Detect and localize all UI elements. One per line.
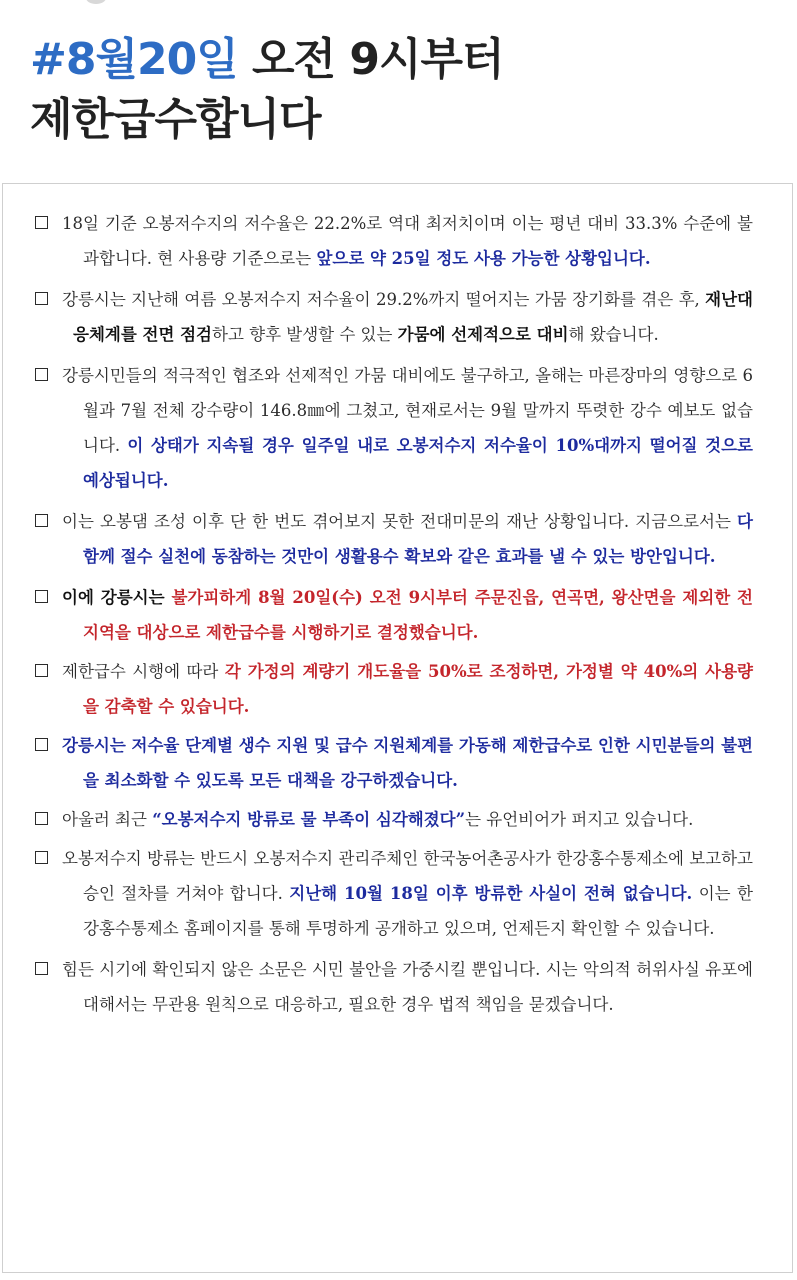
paragraph-text-blue: 지난해 10월 18일 이후 방류한 사실이 전혀 없습니다.: [289, 884, 693, 903]
paragraph-text-bold: 이에 강릉시는: [62, 588, 172, 607]
paragraph-text-plain: 강릉시민들의 적극적인 협조와 선제적인 가뭄 대비에도 불구하고, 올해는 마른장마의 영향으로 6월과 7월 전체 강수량이 146.8㎜에 그쳤고, 현재로서는 9월 말까지 뚜렷한 강수 예보도 없습니다.: [62, 366, 753, 455]
bullet-paragraph: [35, 358, 753, 498]
bullet-paragraph: [35, 504, 753, 574]
checkbox-bullet-icon: [35, 962, 48, 975]
hashtag-date[interactable]: #8월20일: [30, 34, 238, 85]
bullet-paragraph: [35, 728, 753, 798]
checkbox-bullet-icon: [35, 812, 48, 825]
checkbox-bullet-icon: [35, 514, 48, 527]
paragraph-text-plain: 이는 한강홍수통제소 홈페이지를 통해 투명하게 공개하고 있으며, 언제든지 확인할 수 있습니다.: [83, 884, 753, 938]
checkbox-bullet-icon: [35, 292, 48, 305]
checkbox-bullet-icon: [35, 738, 48, 751]
paragraph-text-plain: 는 유언비어가 퍼지고 있습니다.: [465, 810, 694, 829]
paragraph-text-plain: 제한급수 시행에 따라: [62, 662, 225, 681]
paragraph-text-blue: 이 상태가 지속될 경우 일주일 내로 오봉저수지 저수율이 10%대까지 떨어질 것으로 예상됩니다.: [83, 436, 753, 490]
bullet-paragraph: [35, 654, 753, 724]
paragraph-text-plain: 하고 향후 발생할 수 있는: [212, 325, 398, 344]
bullet-paragraph: [35, 952, 753, 1022]
bullet-paragraph: [35, 580, 753, 650]
checkbox-bullet-icon: [35, 368, 48, 381]
bullet-paragraph: [35, 841, 753, 946]
checkbox-bullet-icon: [35, 664, 48, 677]
paragraph-text-plain: 이는 오봉댐 조성 이후 단 한 번도 겪어보지 못한 전대미문의 재난 상황입니다. 지금으로서는: [62, 512, 738, 531]
paragraph-text-bold: 가뭄에 선제적으로 대비: [397, 325, 569, 344]
paragraph-text-red: 불가피하게 8월 20일(수) 오전 9시부터 주문진읍, 연곡면, 왕산면을 제외한 전 지역을 대상으로 제한급수를 시행하기로 결정했습니다.: [83, 588, 753, 642]
bullet-paragraph: [35, 282, 753, 352]
title-line-2: 제한급수합니다: [30, 94, 321, 145]
paragraph-text-blue: 앞으로 약 25일 정도 사용 가능한 상황입니다.: [316, 249, 651, 268]
paragraph-text-plain: 해 왔습니다.: [568, 325, 659, 344]
paragraph-text-blue: “오봉저수지 방류로 물 부족이 심각해졌다”: [152, 810, 466, 829]
paragraph-text-bold: 재난대응체계를 전면 점검: [73, 290, 753, 344]
paragraph-text-plain: 오봉저수지 방류는 반드시 오봉저수지 관리주체인 한국농어촌공사가 한강홍수통제소에 보고하고 승인 절차를 거쳐야 합니다.: [62, 849, 753, 903]
paragraph-text-plain: 힘든 시기에 확인되지 않은 소문은 시민 불안을 가중시킬 뿐입니다. 시는 악의적 허위사실 유포에 대해서는 무관용 원칙으로 대응하고, 필요한 경우 법적 책임을 묻겠습니다.: [62, 960, 753, 1014]
paragraph-text-blue: 강릉시는 저수율 단계별 생수 지원 및 급수 지원체계를 가동해 제한급수로 인한 시민분들의 불편을 최소화할 수 있도록 모든 대책을 강구하겠습니다.: [62, 736, 753, 790]
paragraph-text-red: 각 가정의 계량기 개도율을 50%로 조정하면, 가정별 약 40%의 사용량을 감축할 수 있습니다.: [83, 662, 753, 716]
document-body: [35, 206, 753, 1028]
paragraph-text-blue: 다 함께 절수 실천에 동참하는 것만이 생활용수 확보와 같은 효과를 낼 수 있는 방안입니다.: [83, 512, 753, 566]
bullet-paragraph: [35, 206, 753, 276]
checkbox-bullet-icon: [35, 590, 48, 603]
top-indicator-dot: [86, 0, 106, 4]
paragraph-text-plain: 아울러 최근: [62, 810, 153, 829]
announcement-document: [2, 183, 793, 1273]
checkbox-bullet-icon: [35, 216, 48, 229]
title-rest: 오전 9시부터: [237, 34, 504, 85]
bullet-paragraph: [35, 802, 753, 837]
paragraph-text-plain: 강릉시는 지난해 여름 오봉저수지 저수율이 29.2%까지 떨어지는 가뭄 장기화를 겪은 후,: [62, 290, 706, 309]
page-title: [30, 30, 770, 150]
checkbox-bullet-icon: [35, 851, 48, 864]
paragraph-text-plain: 18일 기준 오봉저수지의 저수율은 22.2%로 역대 최저치이며 이는 평년 대비 33.3% 수준에 불과합니다. 현 사용량 기준으로는: [62, 214, 753, 268]
